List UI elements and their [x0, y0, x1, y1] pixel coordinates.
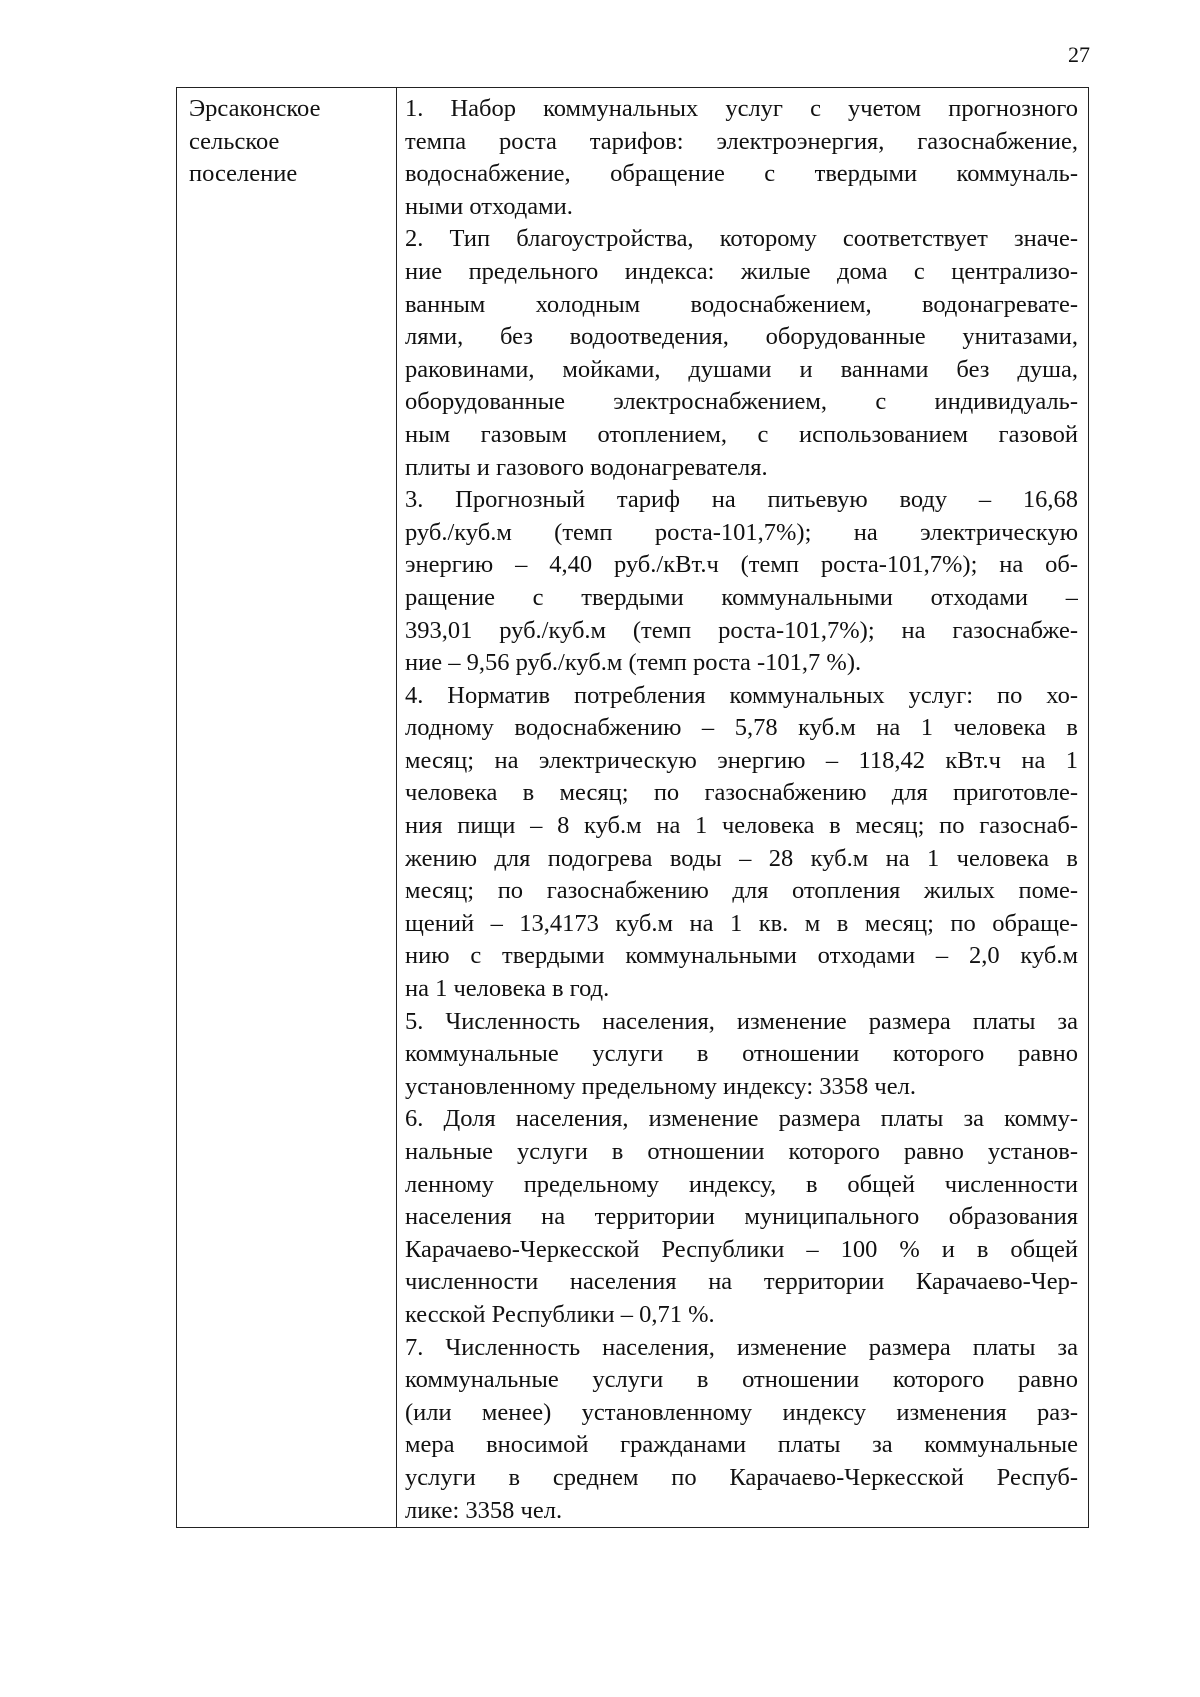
item-text-line: плиты и газового водонагревателя. [405, 453, 768, 481]
item-text-line: коммунальные услуги в отношении которого равно [405, 1040, 1078, 1068]
item-text-line: нальные услуги в отношении которого равно установ- [405, 1138, 1078, 1165]
settlement-table [176, 87, 1089, 1528]
page-number: 27 [1068, 42, 1090, 67]
item-text-line: оборудованные электроснабжением, с индивидуаль- [405, 388, 1078, 416]
item-text-line: 1. Набор коммунальных услуг с учетом прогнозного [405, 95, 1078, 122]
list-item [405, 1103, 1078, 1331]
item-text-line: 393,01 руб./куб.м (темп роста-101,7%); на газоснабже- [405, 616, 1078, 644]
item-text-line: кесской Республики – 0,71 %. [405, 1300, 715, 1328]
item-text-line: ние предельного индекса: жилые дома с централизо- [405, 257, 1078, 285]
item-text-line: лодному водоснабжению – 5,78 куб.м на 1 человека в [405, 714, 1078, 742]
item-text-line: ращение с твердыми коммунальными отходами – [405, 583, 1078, 611]
settlement-name-line: сельское [189, 127, 280, 155]
item-text-line: ленному предельному индексу, в общей численности [405, 1170, 1078, 1198]
item-text-line: численности населения на территории Карачаево-Чер- [405, 1268, 1078, 1296]
item-text-line: населения на территории муниципального образования [405, 1203, 1078, 1231]
item-text-line: лями, без водоотведения, оборудованные унитазами, [405, 323, 1078, 351]
item-text-line: водоснабжение, обращение с твердыми коммуналь- [405, 160, 1078, 188]
item-text-line: щений – 13,4173 куб.м на 1 кв. м в месяц; по обраще- [405, 909, 1078, 937]
item-text-line: мера вносимой гражданами платы за коммунальные [405, 1431, 1078, 1459]
list-item [405, 1006, 1078, 1104]
item-text-line: на 1 человека в год. [405, 975, 610, 1003]
item-text-line: 7. Численность населения, изменение размера платы за [405, 1333, 1078, 1361]
item-text-line: 2. Тип благоустройства, которому соответствует значе- [405, 225, 1078, 253]
item-text-line: человека в месяц; по газоснабжению для приготовле- [405, 779, 1078, 807]
item-text-line: ния пищи – 8 куб.м на 1 человека в месяц; по газоснаб- [405, 812, 1078, 840]
item-text-line: лике: 3358 чел. [405, 1496, 563, 1524]
item-text-line: ными отходами. [405, 192, 573, 220]
settlement-name-line: поселение [189, 160, 298, 188]
item-text-line: 5. Численность населения, изменение размера платы за [405, 1007, 1078, 1035]
item-text-line: 3. Прогнозный тариф на питьевую воду – 16,68 [405, 486, 1078, 514]
list-item [405, 1332, 1078, 1528]
settlement-name-cell [177, 88, 397, 1527]
list-item [405, 484, 1078, 680]
item-text-line: установленному предельному индексу: 3358 чел. [405, 1072, 916, 1100]
item-text-line: ние – 9,56 руб./куб.м (темп роста -101,7 %). [405, 649, 862, 677]
item-text-line: энергию – 4,40 руб./кВт.ч (темп роста-101,7%); на об- [405, 551, 1078, 579]
item-text-line: Карачаево-Черкесской Республики – 100 % и в общей [405, 1235, 1078, 1263]
item-text-line: нию с твердыми коммунальными отходами – 2,0 куб.м [405, 942, 1078, 970]
item-text-line: месяц; на электрическую энергию – 118,42 кВт.ч на 1 [405, 746, 1078, 774]
settlement-name-line: Эрсаконское [189, 95, 321, 122]
item-text-line: раковинами, мойками, душами и ваннами без душа, [405, 355, 1078, 383]
list-item [405, 680, 1078, 1006]
item-text-line: темпа роста тарифов: электроэнергия, газоснабжение, [405, 127, 1078, 155]
item-text-line: коммунальные услуги в отношении которого равно [405, 1366, 1078, 1394]
item-text-line: ванным холодным водоснабжением, водонагревате- [405, 290, 1078, 318]
settlement-details-cell [397, 88, 1088, 1527]
item-text-line: 6. Доля населения, изменение размера платы за комму- [405, 1105, 1078, 1133]
item-text-line: жению для подогрева воды – 28 куб.м на 1 человека в [405, 844, 1078, 872]
item-text-line: месяц; по газоснабжению для отопления жилых поме- [405, 877, 1078, 905]
list-item [405, 223, 1078, 484]
item-text-line: (или менее) установленному индексу изменения раз- [405, 1398, 1078, 1426]
item-text-line: руб./куб.м (темп роста-101,7%); на электрическую [405, 518, 1078, 546]
list-item [405, 93, 1078, 223]
item-text-line: услуги в среднем по Карачаево-Черкесской Респуб- [405, 1463, 1078, 1491]
item-text-line: ным газовым отоплением, с использованием газовой [405, 420, 1078, 448]
item-text-line: 4. Норматив потребления коммунальных услуг: по хо- [405, 681, 1078, 709]
